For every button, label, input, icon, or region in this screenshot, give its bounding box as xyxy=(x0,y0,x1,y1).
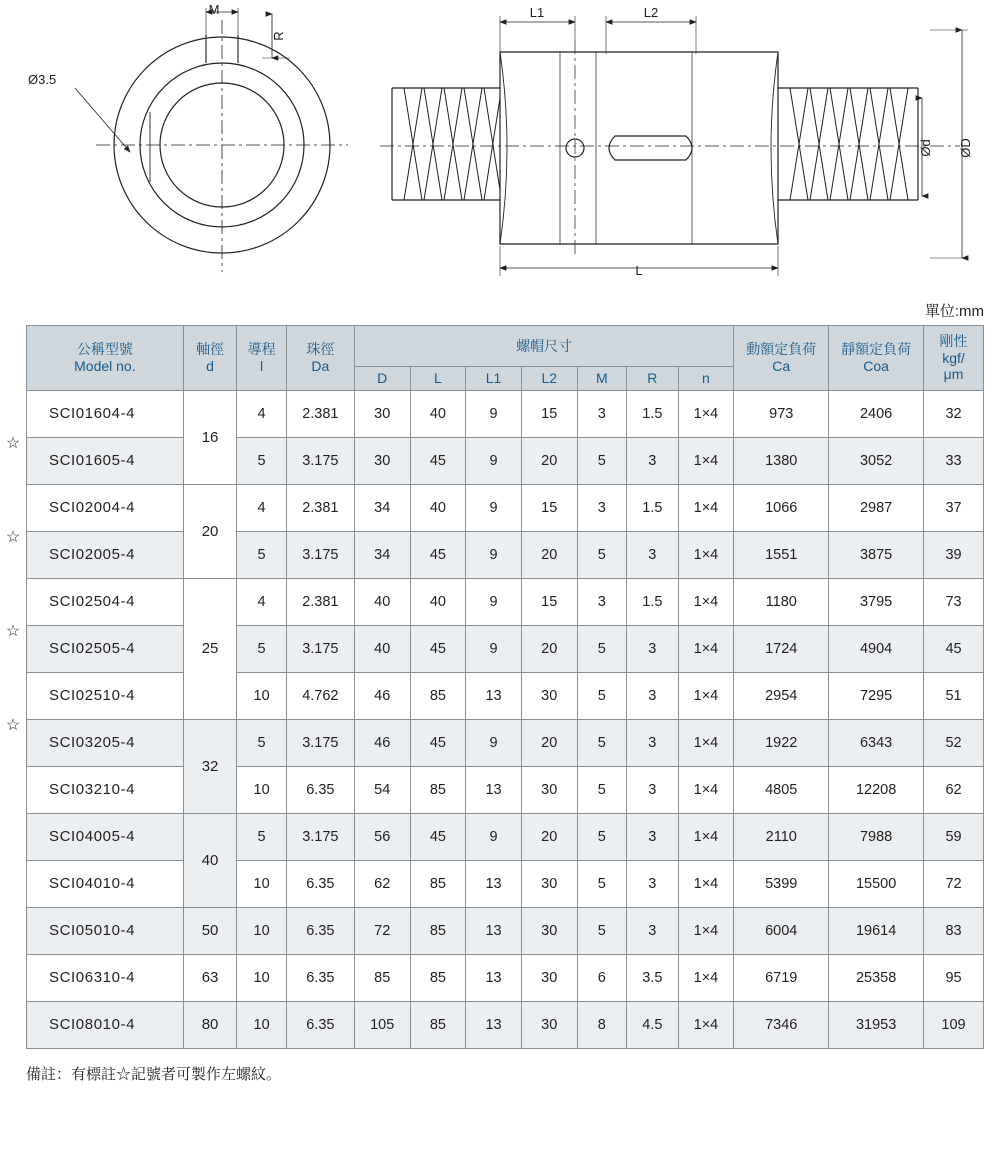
cell-nut-L1: 9 xyxy=(466,719,522,766)
th-lead xyxy=(237,326,286,391)
th-ball-dia xyxy=(286,326,354,391)
cell-nut-M: 5 xyxy=(577,672,626,719)
cell-ball-dia: 4.762 xyxy=(286,672,354,719)
cell-nut-L: 85 xyxy=(410,1001,466,1048)
label-L1: L1 xyxy=(529,5,545,20)
cell-nut-L2: 20 xyxy=(521,813,577,860)
cell-static-load: 12208 xyxy=(829,766,924,813)
cell-nut-L: 45 xyxy=(410,625,466,672)
cell-nut-D: 30 xyxy=(354,390,410,437)
cell-shaft-dia: 16 xyxy=(183,390,237,484)
cell-model: SCI02505-4 xyxy=(27,625,184,672)
cell-nut-R: 3 xyxy=(627,860,679,907)
th-shaft-dia-sym: d xyxy=(206,357,214,374)
cell-static-load: 19614 xyxy=(829,907,924,954)
cell-nut-L: 45 xyxy=(410,719,466,766)
cell-ball-dia: 6.35 xyxy=(286,766,354,813)
cell-nut-n: 1×4 xyxy=(678,907,734,954)
th-nut-L2: L2 xyxy=(521,367,577,391)
th-nut-L1: L1 xyxy=(466,367,522,391)
cell-dynamic-load: 7346 xyxy=(734,1001,829,1048)
technical-drawing xyxy=(0,0,1000,300)
table-row xyxy=(27,860,984,907)
cell-nut-L: 85 xyxy=(410,860,466,907)
cell-nut-n: 1×4 xyxy=(678,578,734,625)
cell-ball-dia: 6.35 xyxy=(286,907,354,954)
specification-table xyxy=(26,325,984,1049)
cell-nut-D: 62 xyxy=(354,860,410,907)
cell-nut-L: 85 xyxy=(410,766,466,813)
cell-nut-L1: 9 xyxy=(466,578,522,625)
cell-rigidity: 83 xyxy=(924,907,984,954)
cell-dynamic-load: 973 xyxy=(734,390,829,437)
cell-rigidity: 95 xyxy=(924,954,984,1001)
cell-nut-R: 4.5 xyxy=(627,1001,679,1048)
table-row xyxy=(27,484,984,531)
cell-lead: 10 xyxy=(237,1001,286,1048)
drawing-svg xyxy=(0,0,1000,300)
cell-lead: 5 xyxy=(237,719,286,766)
cell-ball-dia: 6.35 xyxy=(286,860,354,907)
cell-nut-R: 1.5 xyxy=(627,390,679,437)
cell-static-load: 3795 xyxy=(829,578,924,625)
cell-nut-L2: 20 xyxy=(521,531,577,578)
cell-nut-M: 5 xyxy=(577,813,626,860)
label-R: R xyxy=(271,31,286,41)
cell-shaft-dia: 32 xyxy=(183,719,237,813)
cell-nut-D: 46 xyxy=(354,672,410,719)
cell-lead: 5 xyxy=(237,813,286,860)
table-head xyxy=(27,326,984,391)
th-nut-size-group: 螺帽尺寸 xyxy=(354,326,733,367)
cell-model: SCI03205-4 xyxy=(27,719,184,766)
label-dia-d: Ød xyxy=(918,139,933,157)
table-row xyxy=(27,813,984,860)
th-ball-dia-sym: Da xyxy=(311,357,330,374)
cell-nut-R: 1.5 xyxy=(627,578,679,625)
cell-nut-M: 5 xyxy=(577,860,626,907)
cell-nut-D: 54 xyxy=(354,766,410,813)
cell-shaft-dia: 20 xyxy=(183,484,237,578)
table-row xyxy=(27,719,984,766)
label-dia-3-5: Ø3.5 xyxy=(28,72,57,87)
cell-static-load: 2987 xyxy=(829,484,924,531)
cell-dynamic-load: 6719 xyxy=(734,954,829,1001)
cell-nut-R: 1.5 xyxy=(627,484,679,531)
cell-nut-L1: 13 xyxy=(466,954,522,1001)
cell-nut-R: 3 xyxy=(627,672,679,719)
cell-nut-L1: 13 xyxy=(466,766,522,813)
cell-ball-dia: 3.175 xyxy=(286,437,354,484)
cell-nut-L: 45 xyxy=(410,813,466,860)
cell-lead: 5 xyxy=(237,531,286,578)
cell-nut-R: 3 xyxy=(627,531,679,578)
cell-nut-M: 5 xyxy=(577,766,626,813)
cell-nut-M: 5 xyxy=(577,531,626,578)
cell-static-load: 31953 xyxy=(829,1001,924,1048)
cell-nut-L1: 9 xyxy=(466,484,522,531)
th-rigidity xyxy=(924,326,984,391)
cell-rigidity: 37 xyxy=(924,484,984,531)
table-row xyxy=(27,954,984,1001)
cell-rigidity: 73 xyxy=(924,578,984,625)
th-dynamic-sym: Ca xyxy=(772,357,791,374)
table-row xyxy=(27,531,984,578)
cell-ball-dia: 6.35 xyxy=(286,1001,354,1048)
cell-nut-L2: 20 xyxy=(521,625,577,672)
cell-nut-n: 1×4 xyxy=(678,672,734,719)
cell-nut-L: 85 xyxy=(410,907,466,954)
th-static-sym: Coa xyxy=(863,357,889,374)
th-nut-M: M xyxy=(577,367,626,391)
cell-rigidity: 45 xyxy=(924,625,984,672)
cell-ball-dia: 2.381 xyxy=(286,578,354,625)
cell-ball-dia: 2.381 xyxy=(286,484,354,531)
th-rigidity-cn: 剛性 xyxy=(939,332,968,349)
cell-dynamic-load: 1180 xyxy=(734,578,829,625)
cell-nut-D: 34 xyxy=(354,531,410,578)
cell-nut-D: 105 xyxy=(354,1001,410,1048)
th-nut-D: D xyxy=(354,367,410,391)
cell-nut-n: 1×4 xyxy=(678,860,734,907)
cell-rigidity: 59 xyxy=(924,813,984,860)
cell-rigidity: 62 xyxy=(924,766,984,813)
table-row xyxy=(27,390,984,437)
cell-shaft-dia: 25 xyxy=(183,578,237,719)
cell-static-load: 4904 xyxy=(829,625,924,672)
cell-dynamic-load: 1066 xyxy=(734,484,829,531)
cell-dynamic-load: 1922 xyxy=(734,719,829,766)
cell-nut-n: 1×4 xyxy=(678,719,734,766)
cell-nut-L: 45 xyxy=(410,531,466,578)
th-shaft-dia-cn: 軸徑 xyxy=(196,341,225,358)
cell-dynamic-load: 1380 xyxy=(734,437,829,484)
table-body xyxy=(27,390,984,1048)
cell-ball-dia: 3.175 xyxy=(286,813,354,860)
th-nut-n: n xyxy=(678,367,734,391)
cell-ball-dia: 2.381 xyxy=(286,390,354,437)
header-row-1 xyxy=(27,326,984,367)
table-row xyxy=(27,907,984,954)
cell-nut-M: 6 xyxy=(577,954,626,1001)
cell-lead: 4 xyxy=(237,390,286,437)
th-shaft-dia xyxy=(183,326,237,391)
cell-nut-L1: 13 xyxy=(466,672,522,719)
cell-rigidity: 39 xyxy=(924,531,984,578)
cell-nut-L: 45 xyxy=(410,437,466,484)
cell-nut-n: 1×4 xyxy=(678,531,734,578)
cell-nut-L1: 9 xyxy=(466,437,522,484)
cell-static-load: 3875 xyxy=(829,531,924,578)
cell-nut-L1: 9 xyxy=(466,390,522,437)
th-nut-L: L xyxy=(410,367,466,391)
cell-shaft-dia: 80 xyxy=(183,1001,237,1048)
cell-static-load: 7295 xyxy=(829,672,924,719)
cell-nut-M: 5 xyxy=(577,907,626,954)
cell-nut-n: 1×4 xyxy=(678,390,734,437)
cell-static-load: 2406 xyxy=(829,390,924,437)
cell-lead: 5 xyxy=(237,437,286,484)
cell-nut-R: 3.5 xyxy=(627,954,679,1001)
cell-model: SCI03210-4 xyxy=(27,766,184,813)
cell-nut-L1: 9 xyxy=(466,625,522,672)
cell-nut-L2: 30 xyxy=(521,766,577,813)
cell-nut-L2: 15 xyxy=(521,578,577,625)
th-static-load xyxy=(829,326,924,391)
th-model-cn: 公稱型號 xyxy=(76,341,133,358)
cell-nut-n: 1×4 xyxy=(678,766,734,813)
cell-nut-R: 3 xyxy=(627,766,679,813)
cell-lead: 4 xyxy=(237,484,286,531)
cell-nut-L1: 13 xyxy=(466,907,522,954)
cell-nut-L2: 30 xyxy=(521,860,577,907)
cell-dynamic-load: 4805 xyxy=(734,766,829,813)
cell-nut-R: 3 xyxy=(627,625,679,672)
cell-nut-n: 1×4 xyxy=(678,954,734,1001)
cell-nut-L: 40 xyxy=(410,578,466,625)
left-hand-thread-marker: ☆ xyxy=(5,717,21,734)
th-dynamic-load xyxy=(734,326,829,391)
cell-lead: 4 xyxy=(237,578,286,625)
cell-nut-L2: 20 xyxy=(521,437,577,484)
cell-nut-L2: 30 xyxy=(521,954,577,1001)
cell-nut-M: 3 xyxy=(577,390,626,437)
cell-nut-L2: 30 xyxy=(521,907,577,954)
cell-model: SCI02005-4 xyxy=(27,531,184,578)
cell-nut-L2: 15 xyxy=(521,390,577,437)
cell-dynamic-load: 1724 xyxy=(734,625,829,672)
cell-model: SCI01605-4 xyxy=(27,437,184,484)
cell-nut-n: 1×4 xyxy=(678,1001,734,1048)
cell-lead: 10 xyxy=(237,907,286,954)
unit-note: 單位:mm xyxy=(924,303,984,320)
cell-nut-D: 40 xyxy=(354,578,410,625)
cell-dynamic-load: 1551 xyxy=(734,531,829,578)
cell-nut-D: 46 xyxy=(354,719,410,766)
th-model xyxy=(27,326,184,391)
label-L2: L2 xyxy=(643,5,659,20)
cell-rigidity: 33 xyxy=(924,437,984,484)
th-rigidity-unit2: μm xyxy=(943,366,964,383)
cell-nut-D: 72 xyxy=(354,907,410,954)
cell-nut-L2: 15 xyxy=(521,484,577,531)
th-lead-cn: 導程 xyxy=(247,341,276,358)
table-row xyxy=(27,1001,984,1048)
th-dynamic-cn: 動額定負荷 xyxy=(746,341,817,358)
cell-nut-M: 5 xyxy=(577,719,626,766)
cell-nut-L2: 30 xyxy=(521,1001,577,1048)
cell-nut-D: 85 xyxy=(354,954,410,1001)
cell-ball-dia: 6.35 xyxy=(286,954,354,1001)
left-hand-thread-marker: ☆ xyxy=(5,435,21,452)
cell-nut-L1: 9 xyxy=(466,531,522,578)
label-L: L xyxy=(635,263,643,278)
spec-table-wrap xyxy=(0,325,1000,1049)
cell-nut-M: 8 xyxy=(577,1001,626,1048)
cell-nut-n: 1×4 xyxy=(678,813,734,860)
cell-nut-L: 40 xyxy=(410,484,466,531)
cell-lead: 10 xyxy=(237,860,286,907)
cell-static-load: 3052 xyxy=(829,437,924,484)
cell-model: SCI06310-4 xyxy=(27,954,184,1001)
cell-ball-dia: 3.175 xyxy=(286,719,354,766)
cell-model: SCI02004-4 xyxy=(27,484,184,531)
cell-nut-L2: 30 xyxy=(521,672,577,719)
cell-model: SCI04010-4 xyxy=(27,860,184,907)
footnote: 備註：有標註☆記號者可製作左螺紋。 xyxy=(26,1065,282,1083)
cell-nut-R: 3 xyxy=(627,437,679,484)
th-rigidity-unit1: kgf/ xyxy=(942,349,965,366)
cell-ball-dia: 3.175 xyxy=(286,531,354,578)
table-row xyxy=(27,766,984,813)
cell-nut-n: 1×4 xyxy=(678,625,734,672)
cell-nut-D: 40 xyxy=(354,625,410,672)
cell-nut-L: 85 xyxy=(410,672,466,719)
cell-model: SCI02504-4 xyxy=(27,578,184,625)
cell-lead: 5 xyxy=(237,625,286,672)
cell-model: SCI08010-4 xyxy=(27,1001,184,1048)
cell-nut-M: 3 xyxy=(577,578,626,625)
cell-shaft-dia: 63 xyxy=(183,954,237,1001)
cell-model: SCI02510-4 xyxy=(27,672,184,719)
label-M: M xyxy=(208,2,220,17)
cell-nut-n: 1×4 xyxy=(678,484,734,531)
cell-model: SCI05010-4 xyxy=(27,907,184,954)
th-model-en: Model no. xyxy=(74,357,136,374)
cell-nut-L2: 20 xyxy=(521,719,577,766)
cell-nut-D: 56 xyxy=(354,813,410,860)
cell-nut-n: 1×4 xyxy=(678,437,734,484)
cell-lead: 10 xyxy=(237,672,286,719)
cell-shaft-dia: 50 xyxy=(183,907,237,954)
cell-nut-L: 40 xyxy=(410,390,466,437)
th-ball-dia-cn: 珠徑 xyxy=(306,341,335,358)
cell-ball-dia: 3.175 xyxy=(286,625,354,672)
cell-dynamic-load: 2110 xyxy=(734,813,829,860)
cell-rigidity: 51 xyxy=(924,672,984,719)
cell-rigidity: 52 xyxy=(924,719,984,766)
cell-static-load: 15500 xyxy=(829,860,924,907)
label-dia-D: ØD xyxy=(958,138,973,158)
left-hand-thread-marker: ☆ xyxy=(5,623,21,640)
th-lead-sym: l xyxy=(260,357,264,374)
table-row xyxy=(27,578,984,625)
table-row xyxy=(27,672,984,719)
cell-dynamic-load: 6004 xyxy=(734,907,829,954)
cell-nut-L1: 9 xyxy=(466,813,522,860)
cell-lead: 10 xyxy=(237,766,286,813)
cell-static-load: 25358 xyxy=(829,954,924,1001)
th-nut-R: R xyxy=(627,367,679,391)
left-hand-thread-marker: ☆ xyxy=(5,529,21,546)
table-row xyxy=(27,625,984,672)
cell-static-load: 6343 xyxy=(829,719,924,766)
cell-rigidity: 32 xyxy=(924,390,984,437)
cell-dynamic-load: 2954 xyxy=(734,672,829,719)
cell-nut-R: 3 xyxy=(627,813,679,860)
cell-model: SCI01604-4 xyxy=(27,390,184,437)
cell-nut-M: 3 xyxy=(577,484,626,531)
cell-nut-D: 34 xyxy=(354,484,410,531)
cell-static-load: 7988 xyxy=(829,813,924,860)
cell-nut-M: 5 xyxy=(577,437,626,484)
table-row xyxy=(27,437,984,484)
cell-model: SCI04005-4 xyxy=(27,813,184,860)
cell-nut-L: 85 xyxy=(410,954,466,1001)
cell-nut-M: 5 xyxy=(577,625,626,672)
cell-lead: 10 xyxy=(237,954,286,1001)
cell-nut-R: 3 xyxy=(627,907,679,954)
cell-nut-R: 3 xyxy=(627,719,679,766)
cell-nut-D: 30 xyxy=(354,437,410,484)
th-static-cn: 靜額定負荷 xyxy=(841,341,912,358)
cell-rigidity: 109 xyxy=(924,1001,984,1048)
cell-nut-L1: 13 xyxy=(466,860,522,907)
cell-shaft-dia: 40 xyxy=(183,813,237,907)
cell-rigidity: 72 xyxy=(924,860,984,907)
cell-dynamic-load: 5399 xyxy=(734,860,829,907)
cell-nut-L1: 13 xyxy=(466,1001,522,1048)
